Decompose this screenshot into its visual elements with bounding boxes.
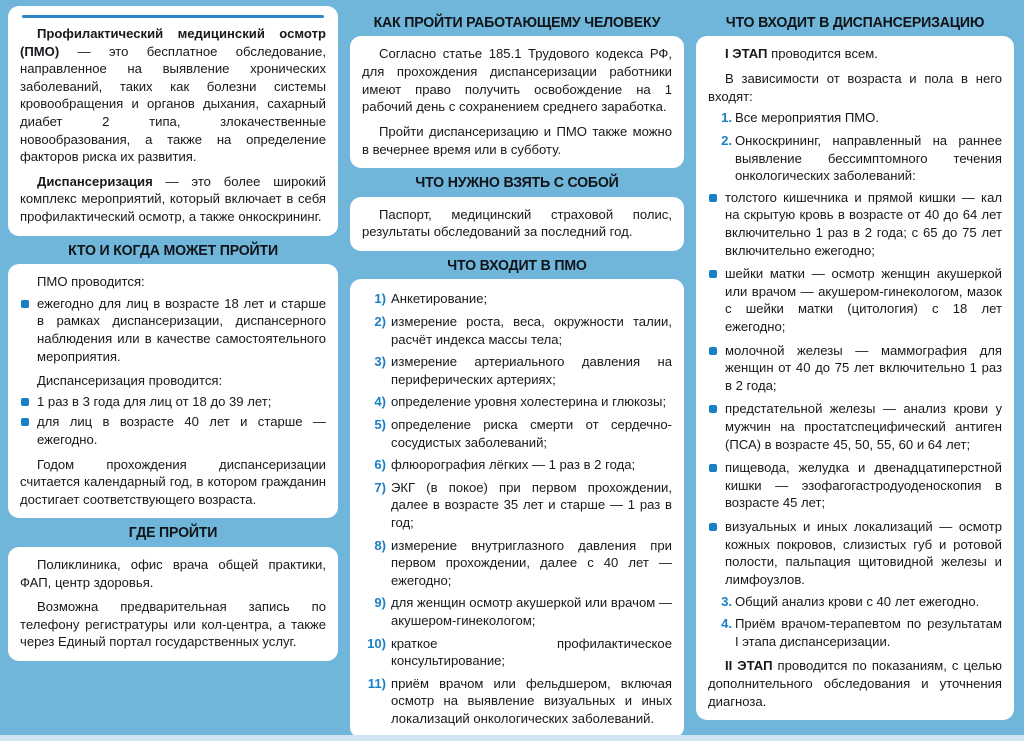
where-to-go-card [8,547,338,661]
list-item-text: 1 раз в 3 года для лиц от 18 до 39 лет; [37,393,272,409]
who-and-when-card [8,264,338,518]
who-bullets-disp [20,393,326,449]
list-item [362,456,672,474]
list-item-text: Онкоскрининг, направленный на раннее выявление бессимптомного течения онкологических заболеваний: [735,132,1002,184]
list-item [708,615,1002,650]
header-pmo-contents: ЧТО ВХОДИТ В ПМО [447,256,587,274]
stage2-paragraph [708,657,1002,710]
list-item-text: определение уровня холестерина и глюкозы; [391,394,667,410]
list-item [362,416,672,451]
working-person-card [350,36,684,168]
bullet-icon [709,523,717,531]
header-who-and-when: КТО И КОГДА МОЖЕТ ПРОЙТИ [68,241,278,259]
list-item-text: измерение роста, веса, окружности талии, расчёт индекса массы тела; [391,313,672,347]
list-item-text: предстательной железы — анализ крови у мужчин на простатспецифический антиген (ПСА) в возрасте 45, 50, 55, 60 и 64 лет; [725,401,1002,452]
intro-term-pmo: Профилактический медицинский осмотр (ПМО) [20,26,326,59]
list-item-number: 2) [374,313,386,329]
list-item [362,290,672,308]
list-item-text: ЭКГ (в покое) при первом прохождении, далее в возрасте 35 лет и старше — 1 раз в год; [391,479,672,530]
list-item [708,265,1002,335]
list-item [362,353,672,388]
intro-term-disp: Диспансеризация [37,173,153,189]
disp-contents-card [696,36,1014,720]
list-item [708,459,1002,512]
where-paragraph-1: Поликлиника, офис врача общей практики, ФАП, центр здоровья. [20,556,326,590]
list-item [362,537,672,590]
list-item-number: 4. [721,616,732,632]
list-item [708,132,1002,185]
list-item [362,675,672,728]
list-item-number: 10) [367,635,386,651]
pmo-items-list [362,290,672,727]
right-column [696,6,1014,720]
header-working-person: КАК ПРОЙТИ РАБОТАЮЩЕМУ ЧЕЛОВЕКУ [373,14,661,31]
header-what-to-bring: ЧТО НУЖНО ВЗЯТЬ С СОБОЙ [415,174,619,192]
what-to-bring-card [350,197,684,251]
stage1-label: I ЭТАП [725,46,768,62]
list-item-text: Общий анализ крови с 40 лет ежегодно. [735,593,980,609]
list-item-text: Приём врачом-терапевтом по результатам I этапа диспансеризации. [735,616,1002,649]
list-item-text: для женщин осмотр акушеркой или врачом — акушером-гинекологом; [391,595,672,629]
disp-intro-paragraph: В зависимости от возраста и пола в него входят: [708,71,1002,104]
list-item [362,479,672,532]
list-item [362,313,672,348]
list-item [362,635,672,670]
intro-card [8,6,338,236]
bullet-icon [21,300,29,308]
list-item [362,393,672,411]
list-item [20,393,326,411]
list-item-number: 4) [374,394,386,410]
list-item [20,295,326,365]
stage2-label: II ЭТАП [725,658,773,674]
header-where-to-go: ГДЕ ПРОЙТИ [128,524,218,542]
list-item [362,594,672,629]
list-item-text: для лиц в возрасте 40 лет и старше — ежегодно. [37,414,326,448]
intro-paragraph-disp [20,173,326,226]
intro-text-disp: — это более широкий комплекс мероприятий, который включает в себя профилактический осмотр, а также онкоскрининг. [20,173,326,225]
list-item [20,413,326,448]
list-item-text: визуальных и иных локализаций — осмотр кожных покровов, слизистых губ и ротовой полости, пальпация щитовидной железы и лимфоузлов. [725,519,1002,587]
list-item-text: пищевода, желудка и двенадцатиперстной кишки — эзофагогастродуоденоскопия в возрасте 45 лет; [725,460,1002,511]
list-item-number: 6) [374,457,386,473]
bottom-strip [0,735,1024,741]
list-item-number: 1) [374,291,386,307]
list-item-text: молочной железы — маммография для женщин от 40 до 75 лет включительно 1 раз в 2 года; [725,342,1002,393]
left-column [8,6,338,661]
list-item [708,518,1002,588]
bullet-icon [709,347,717,355]
list-item-text: флюорография лёгких — 1 раз в 2 года; [391,457,636,473]
list-item-number: 5) [374,416,386,432]
list-item-number: 9) [374,595,386,611]
intro-paragraph-pmo [20,25,326,166]
screening-bullets-list [708,189,1002,589]
who-bullets-pmo [20,295,326,365]
disp-items-list [708,109,1002,184]
who-lead-pmo: ПМО проводится: [37,274,145,290]
list-item-text: шейки матки — осмотр женщин акушеркой или врачом — акушером-гинекологом, мазок с шейки матки (цитология) с 18 лет ежегодно; [725,266,1002,334]
list-item-number: 11) [367,675,386,691]
list-item-text: Все мероприятия ПМО. [735,110,880,126]
list-item-number: 3) [374,354,386,370]
list-item-text: приём врачом или фельдшером, включая осмотр на выявление визуальных и иных локализаций онкологических заболеваний. [391,675,672,727]
list-item-number: 3. [721,593,732,609]
middle-column [350,6,684,738]
list-item [708,189,1002,259]
where-paragraph-2: Возможна предварительная запись по телефону регистратуры или кол-центра, а также через Единый портал государственных услуг. [20,599,326,650]
stage1-text: проводится всем. [767,46,878,62]
list-item [708,342,1002,395]
bullet-icon [21,418,29,426]
intro-text-pmo: — это бесплатное обследование, направленное на выявление хронических заболеваний, таких как болезни системы кровообращения и органов дыхания, сахарный диабет 2 типа, злокачественные новообразования, а также на определение факторов риска их развития. [20,43,326,165]
list-item-number: 7) [374,479,386,495]
list-item-number: 8) [374,537,386,553]
list-item-text: Анкетирование; [391,291,488,307]
list-item-number: 2. [721,132,732,148]
stage1-line [708,45,1002,63]
list-item-number: 1. [721,110,732,126]
list-item-text: определение риска смерти от сердечно-сосудистых заболеваний; [391,416,672,450]
header-disp-contents: ЧТО ВХОДИТ В ДИСПАНСЕРИЗАЦИЮ [725,14,985,31]
who-lead-disp: Диспансеризация проводится: [37,373,223,389]
working-paragraph-2: Пройти диспансеризацию и ПМО также можно в вечернее время или в субботу. [362,123,672,157]
who-closing-paragraph: Годом прохождения диспансеризации считается календарный год, в котором гражданин достигает соответствующего возраста. [20,456,326,507]
pmo-contents-card [350,279,684,737]
disp-items-list-continued [708,593,1002,651]
bullet-icon [709,405,717,413]
stage2-text: проводится по показаниям, с целью дополнительного обследования и уточнения диагноза. [708,658,1002,709]
list-item-text: толстого кишечника и прямой кишки — кал на скрытую кровь в возрасте от 40 до 64 лет включительно 1 раз в 2 года; с 65 до 75 лет включительно ежегодно; [725,189,1002,258]
bullet-icon [709,194,717,202]
bullet-icon [709,464,717,472]
bullet-icon [21,398,29,406]
list-item-text: ежегодно для лиц в возрасте 18 лет и старше в рамках диспансеризации, диспансерного наблюдения или в качестве самостоятельного мероприятия. [37,295,326,364]
list-item-text: измерение артериального давления на периферических артериях; [391,354,672,387]
working-paragraph-1: Согласно статье 185.1 Трудового кодекса РФ, для прохождения диспансеризации работники имеют право получить освобождение на 1 рабочий день с сохранением среднего заработка. [362,46,672,115]
list-item-text: краткое профилактическое консультирование; [391,635,672,669]
list-item [708,400,1002,453]
list-item-text: измерение внутриглазного давления при первом прохождении, далее с 40 лет — ежегодно; [391,537,672,588]
bring-paragraph-1: Паспорт, медицинский страховой полис, результаты обследований за последний год. [362,206,672,240]
list-item [708,593,1002,611]
top-accent-rule [22,15,324,18]
list-item [708,109,1002,127]
bullet-icon [709,270,717,278]
